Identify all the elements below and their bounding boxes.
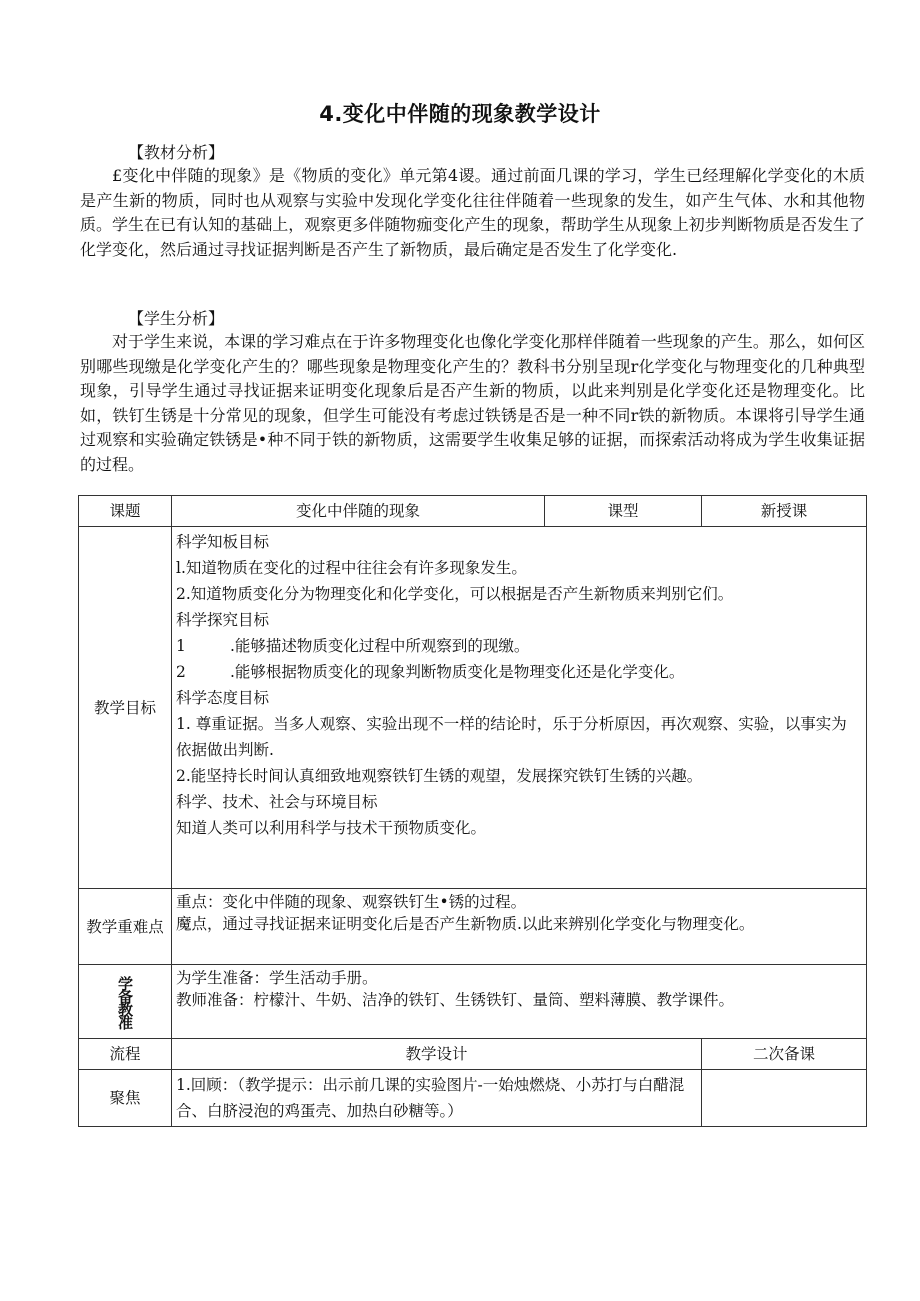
- goal-item: 2.能坚持长时间认真细致地观察铁钉生锈的观望，发展探究铁钉生锈的兴趣。: [176, 767, 703, 785]
- section-heading-student: 【学生分析】: [128, 309, 225, 328]
- paragraph-textbook-analysis: £变化中伴随的现象》是《物质的变化》单元第4谡。通过前面几课的学习，学生已经理解化学变化的木质是产生新的物质，同时也从观察与实验中发现化学变化往往伴随着一些现象的发生，如产生气体、水和其他物质。学生在已有认知的基础上，观察更多伴随物痂变化产生的现象，帮助学生从现象上初步判断物质是否发生了化学变化，然后通过寻找证据判断是否产生了新物质，最后确定是否发生了化学变化.: [80, 166, 865, 259]
- goal-number: 2: [176, 663, 186, 681]
- goals-content: [172, 527, 867, 889]
- focus-content: 1.回顾：（教学提示：出示前几课的实验图片-一始烛燃烧、小苏打与白醋混合、白脐浸泡的鸡蛋壳、加热白砂糖等。）: [172, 1070, 702, 1127]
- goal-number: 1: [176, 637, 186, 655]
- table-row: [79, 965, 867, 1039]
- label-teaching-design: 教学设计: [172, 1039, 702, 1070]
- goal-heading: 科学探究目标: [176, 611, 270, 629]
- goal-item: 1 .能够描述物质变化过程中所观察到的现缴。: [176, 633, 862, 659]
- table-row: [79, 527, 867, 889]
- label-focus: 聚焦: [79, 1070, 172, 1127]
- goal-heading: 科学态度目标: [176, 689, 270, 707]
- preparation-content: [172, 965, 867, 1039]
- section-heading-textbook: 【教材分析】: [128, 143, 225, 162]
- label-preparation: 学备教准: [79, 965, 172, 1039]
- label-second-prep: 二次备课: [702, 1039, 867, 1070]
- document-title: 4.变化中伴随的现象教学设计: [319, 102, 601, 126]
- label-teaching-goals: 教学目标: [79, 527, 172, 889]
- teacher-preparation: 教师准备：柠檬汁、牛奶、洁净的铁钉、生锈铁钉、量筒、塑料薄膜、教学课件。: [176, 991, 735, 1009]
- paragraph-student-analysis: 对于学生来说，本课的学习难点在于许多物理变化也像化学变化那样伴随着一些现象的产生。那么，如何区别哪些现缴是化学变化产生的？哪些现象是物理变化产生的？教科书分别呈现r化学变化与物理变化的几种典型现象，引导学生通过寻找证据来证明变化现象后是否产生新的物质，以此来判别是化学变化还是物理变化。比如，铁钉生锈是十分常见的现象，但学生可能没有考虑过铁锈是否是一种不同r铁的新物质。本课将引导学生通过观察和实验确定铁锈是•种不同于铁的新物质，这需要学生收集足够的证据，而探索活动将成为学生收集证据的过程。: [80, 332, 865, 474]
- table-row: [79, 1070, 867, 1127]
- goal-item: 2.知道物质变化分为物理变化和化学变化，可以根据是否产生新物质来判别它们。: [176, 585, 734, 603]
- difficult-point: 魔点，通过寻找证据来证明变化后是否产生新物质.以此来辨别化学变化与物理变化。: [176, 915, 755, 933]
- keypoints-content: [172, 889, 867, 965]
- goal-item: l.知道物质在变化的过程中往往会有许多现象发生。: [176, 559, 527, 577]
- student-preparation: 为学生准备：学生活动手册。: [176, 969, 378, 987]
- goal-item: 1. 尊重证据。当多人观察、实验出现不一样的结论时，乐于分析原因，再次观察、实验，以事实为依据做出判断.: [176, 715, 847, 759]
- second-prep-cell: [702, 1070, 867, 1127]
- lesson-table: [78, 495, 867, 1127]
- table-row: [79, 1039, 867, 1070]
- value-lesson-type: 新授课: [702, 496, 867, 527]
- table-row: [79, 889, 867, 965]
- label-topic: 课题: [79, 496, 172, 527]
- goal-item: 知道人类可以利用科学与技术干预物质变化。: [176, 819, 487, 837]
- goal-item: 2 .能够根据物质变化的现象判断物质变化是物理变化还是化学变化。: [176, 659, 862, 685]
- key-point: 重点：变化中伴随的现象、观察铁钉生•锈的过程。: [176, 893, 527, 911]
- goal-heading: 科学知板目标: [176, 533, 270, 551]
- table-row: [79, 496, 867, 527]
- value-topic: 变化中伴随的现象: [172, 496, 545, 527]
- label-key-points: 教学重难点: [79, 889, 172, 965]
- label-lesson-type: 课型: [545, 496, 702, 527]
- label-process: 流程: [79, 1039, 172, 1070]
- goal-heading: 科学、技术、社会与环境目标: [176, 793, 378, 811]
